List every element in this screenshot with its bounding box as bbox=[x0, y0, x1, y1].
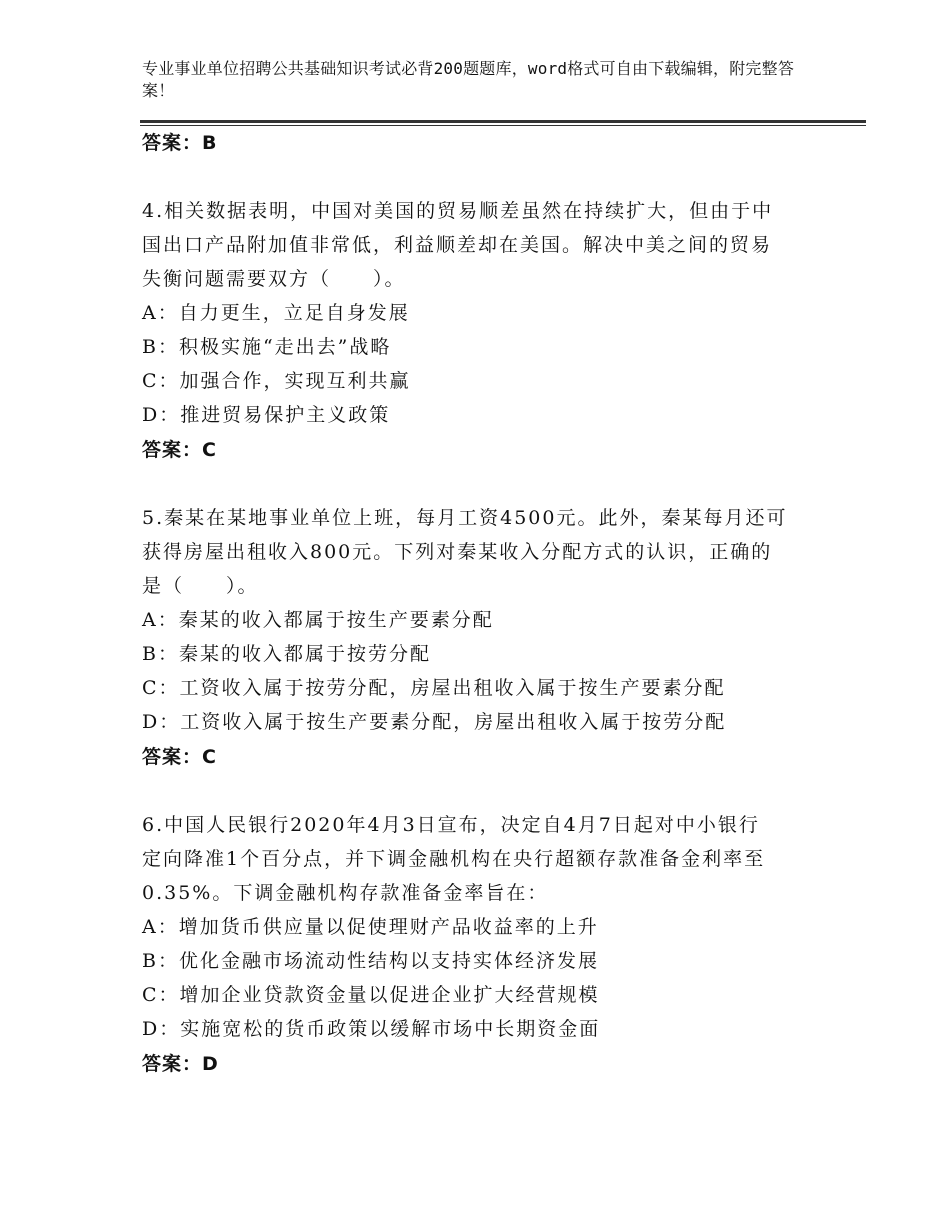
q6-option-d: D：实施宽松的货币政策以缓解市场中长期资金面 bbox=[142, 1018, 601, 1040]
q4-stem-line-1: 4.相关数据表明，中国对美国的贸易顺差虽然在持续扩大，但由于中 bbox=[142, 200, 774, 222]
q5-stem-line-3: 是（ ）。 bbox=[142, 575, 259, 597]
q5-option-a: A：秦某的收入都属于按生产要素分配 bbox=[142, 609, 494, 631]
q4-stem-line-2: 国出口产品附加值非常低，利益顺差却在美国。解决中美之间的贸易 bbox=[142, 234, 773, 256]
header-divider-thin bbox=[140, 125, 866, 126]
q5-option-b: B：秦某的收入都属于按劳分配 bbox=[142, 643, 431, 665]
q4-answer: 答案：C bbox=[142, 439, 217, 461]
q5-option-c: C：工资收入属于按劳分配，房屋出租收入属于按生产要素分配 bbox=[142, 677, 726, 699]
q5-stem-line-2: 获得房屋出租收入800元。下列对秦某收入分配方式的认识，正确的 bbox=[142, 541, 773, 563]
q6-stem-line-2: 定向降准1个百分点，并下调金融机构在央行超额存款准备金利率至 bbox=[142, 848, 766, 870]
header-divider bbox=[140, 120, 866, 123]
q5-option-d: D：工资收入属于按生产要素分配，房屋出租收入属于按劳分配 bbox=[142, 711, 727, 733]
q5-answer: 答案：C bbox=[142, 746, 217, 768]
q6-answer: 答案：D bbox=[142, 1053, 219, 1075]
q4-option-b: B：积极实施“走出去”战略 bbox=[142, 336, 392, 358]
q6-stem-line-3: 0.35%。下调金融机构存款准备金率旨在： bbox=[142, 882, 549, 904]
q6-stem-line-1: 6.中国人民银行2020年4月3日宣布，决定自4月7日起对中小银行 bbox=[142, 814, 760, 836]
q4-option-c: C：加强合作，实现互利共赢 bbox=[142, 370, 411, 392]
q6-option-c: C：增加企业贷款资金量以促进企业扩大经营规模 bbox=[142, 984, 600, 1006]
previous-answer: 答案：B bbox=[142, 132, 218, 154]
q4-option-d: D：推进贸易保护主义政策 bbox=[142, 404, 391, 426]
q4-stem-line-3: 失衡问题需要双方（ ）。 bbox=[142, 268, 406, 290]
page-header: 专业事业单位招聘公共基础知识考试必背200题题库，word格式可自由下载编辑，附完整答案！ bbox=[142, 59, 795, 100]
q6-option-a: A：增加货币供应量以促使理财产品收益率的上升 bbox=[142, 916, 599, 938]
q5-stem-line-1: 5.秦某在某地事业单位上班，每月工资4500元。此外，秦某每月还可 bbox=[142, 507, 788, 529]
q4-option-a: A：自力更生，立足自身发展 bbox=[142, 302, 410, 324]
q6-option-b: B：优化金融市场流动性结构以支持实体经济发展 bbox=[142, 950, 599, 972]
